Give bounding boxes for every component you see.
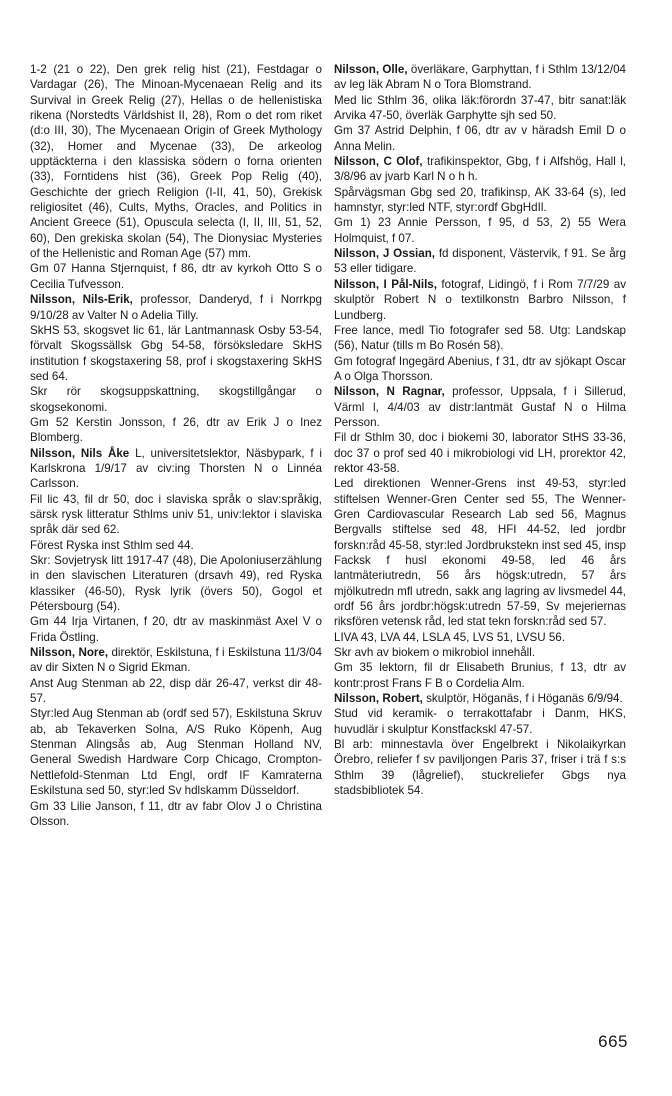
entry-text: Anst Aug Stenman ab 22, disp där 26-47, verkst dir 48-57. [30, 676, 322, 706]
entry-text: Gm 52 Kerstin Jonsson, f 26, dtr av Erik J o Inez Blomberg. [30, 415, 322, 445]
entry-text: Stud vid keramik- o terrakottafabr i Danm, HKS, huvudlär i skulptur Konstfackskl 47-57. [334, 707, 626, 736]
entry-text: 1-2 (21 o 22), Den grek relig hist (21), Festdagar o Vardagar (26), The Minoan-Mycenaean Relig and its Survival in Greek Relig (27), Hellas o de hellenistiska rikena (Norstedts Världshist II, 28), Rom o det rom riket (d:o III, 30), The Mycenaean Origin of Greek Mythology (32), Homer and Mycenae (33), De arkeolog upptäckterna i den klassiska södern o forna orienten (33), Forntidens hist (36), Greek Pop Relig (40), Geschichte der griech Religion (I-II, 41, 50), Grekisk religiositet (46), Cults, Myths, Oracles, and Politics in Ancient Greece (51), Opuscula selecta (I, II, III, 51, 52, 60), Den grekiska skolan (54), The Dionysiac Mysteries of the Hellenistic and Roman Age (57) mm. [30, 63, 322, 261]
entry-paragraph [334, 323, 626, 354]
entry-paragraph [334, 185, 626, 216]
entry-paragraph [30, 415, 322, 446]
entry-paragraph [334, 123, 626, 154]
entry-header-paragraph [334, 384, 626, 430]
person-name: Nilsson, Nils Åke [30, 446, 130, 460]
entry-paragraph [30, 323, 322, 384]
entry-text: skulptör, Höganäs, f i Höganäs 6/9/94. [422, 692, 623, 706]
entry-header-paragraph [334, 154, 626, 185]
entry-paragraph [334, 476, 626, 629]
entry-paragraph [334, 706, 626, 737]
entry-paragraph [334, 354, 626, 385]
entry-text: Gm 07 Hanna Stjernquist, f 86, dtr av kyrkoh Otto S o Cecilia Tufvesson. [30, 262, 322, 291]
entry-text: fd disponent, Västervik, f 91. Se årg 53 eller tidigare. [334, 247, 626, 276]
entry-text: Gm 44 Irja Virtanen, f 20, dtr av maskinmäst Axel V o Frida Östling. [30, 615, 322, 644]
entry-text: Gm fotograf Ingegärd Abenius, f 31, dtr av sjökapt Oscar A o Olga Thorsson. [334, 354, 626, 383]
entry-text: Skr avh av biokem o mikrobiol innehåll. [334, 646, 536, 660]
entry-text: L, universitetslektor, Näsbypark, f i Karlskrona 1/9/17 av civ:ing Thorsten N o Linnéa Carlsson. [30, 446, 322, 491]
entry-text: Gm 37 Astrid Delphin, f 06, dtr av v häradsh Emil D o Anna Melin. [334, 124, 626, 153]
entry-text: Förest Ryska inst Sthlm sed 44. [30, 538, 194, 552]
person-name: Nilsson, Robert, [334, 692, 423, 706]
entry-text: Med lic Sthlm 36, olika läk:förordn 37-47, bitr sanat:läk Arvika 47-50, överläk Garphytte sjh sed 50. [334, 93, 626, 123]
entry-paragraph [30, 676, 322, 707]
entry-header-paragraph [30, 292, 322, 323]
entry-paragraph [30, 614, 322, 645]
entry-paragraph [30, 261, 322, 292]
entry-paragraph [30, 706, 322, 798]
entry-text: LIVA 43, LVA 44, LSLA 45, LVS 51, LVSU 56. [334, 630, 565, 644]
left-column [30, 62, 322, 829]
entry-text: Fil dr Sthlm 30, doc i biokemi 30, laborator StHS 33-36, doc 37 o prof sed 40 i mikrobiologi vid LH, prorektor 42, rektor 43-58. [334, 431, 626, 475]
entry-text: Gm 33 Lilie Janson, f 11, dtr av fabr Olov J o Christina Olsson. [30, 799, 322, 828]
entry-paragraph [334, 630, 626, 645]
entry-header-paragraph [334, 691, 626, 706]
entry-text: fotograf, Lidingö, f i Rom 7/7/29 av skulptör Robert N o textilkonstn Barbro Nilsson, f Lundberg. [334, 277, 626, 322]
entry-text: Skr rör skogsuppskattning, skogstillgångar o skogsekonomi. [30, 385, 322, 414]
entry-paragraph [334, 430, 626, 476]
person-name: Nilsson, J Ossian, [334, 247, 436, 261]
entry-text: överläkare, Garphyttan, f i Sthlm 13/12/04 av leg läk Abram N o Tora Blomstrand. [334, 63, 626, 92]
entry-text: Skr: Sovjetrysk litt 1917-47 (48), Die Apoloniuserzählung in den slavischen Literaturen (drsavh 49), red Ryska klassiker (46-50), Rysk lyrik (övers 50), Gogol et Pétersbourg (54). [30, 554, 322, 614]
entry-paragraph [334, 660, 626, 691]
entry-header-paragraph [334, 246, 626, 277]
entry-text: Gm 1) 23 Annie Persson, f 95, d 53, 2) 55 Wera Holmquist, f 07. [334, 216, 626, 245]
entry-paragraph [30, 553, 322, 614]
entry-paragraph [334, 737, 626, 798]
entry-paragraph [334, 93, 626, 124]
entry-paragraph [30, 799, 322, 830]
entry-text: Gm 35 lektorn, fil dr Elisabeth Brunius, f 13, dtr av kontr:prost Frans F B o Cordelia Alm. [334, 661, 626, 690]
entry-text: Styr:led Aug Stenman ab (ordf sed 57), Eskilstuna Skruv ab, ab Tekaverken Solna, A/S Ruko Köpenh, Aug Stenman Alingsås ab, Aug Stenman Holland NV, General Swedish Hardware Corp Chicago, Crompton-Nettlefold-Stenman Ltd Engl, ordf IF Kamraterna Eskilstuna sed 50, styr:led Sv hdlskamm Düsseldorf. [30, 707, 322, 798]
entry-text: Fil lic 43, fil dr 50, doc i slaviska språk o slav:språkig, särsk rysk litteratur Sthlms univ 51, univ:lektor i slaviska språk där sed 62. [30, 492, 322, 537]
entry-text: SkHS 53, skogsvet lic 61, lär Lantmannask Osby 53-54, förvalt Skogssällsk Gbg 54-58, försöksledare SkHS institution f skogstaxering 58, prof i skogstaxering SkHS sed 64. [30, 323, 322, 383]
entry-paragraph [30, 384, 322, 415]
person-name: Nilsson, I Pål-Nils, [334, 277, 437, 291]
person-name: Nilsson, Olle, [334, 63, 408, 76]
person-name: Nilsson, C Olof, [334, 155, 423, 169]
entry-header-paragraph [30, 645, 322, 676]
entry-header-paragraph [334, 62, 626, 93]
entry-text: direktör, Eskilstuna, f i Eskilstuna 11/3/04 av dir Sixten N o Sigrid Ekman. [30, 646, 322, 675]
person-name: Nilsson, N Ragnar, [334, 385, 445, 399]
person-name: Nilsson, Nore, [30, 646, 109, 660]
entry-text: professor, Danderyd, f i Norrkpg 9/10/28 av Valter N o Adelia Tilly. [30, 293, 322, 322]
entry-text: Bl arb: minnestavla över Engelbrekt i Nikolaikyrkan Örebro, reliefer f sv paviljongen Paris 37, friser i trä f s:s Sthlm 39 (lågrelief), stuckreliefer Gbgs nya stadsbibliotek 54. [334, 738, 626, 798]
entry-text: trafikinspektor, Gbg, f i Alfshög, Hall l, 3/8/96 av jvarb Karl N o h h. [334, 155, 626, 184]
entry-text: Spårvägsman Gbg sed 20, trafikinsp, AK 33-64 (s), led hamnstyr, styr:led NTF, styr:ordf GbgHdIl. [334, 185, 626, 215]
entry-paragraph [30, 538, 322, 553]
entry-text: Led direktionen Wenner-Grens inst 49-53, styr:led stiftelsen Wenner-Gren Center sed 55, The Wenner-Gren Cardiovascular Research Lab sed 56, Magnus Bergvalls stiftelse sed 48, HFI 44-52, led jordbr forskn:råd 45-58, styr:led Jordbrukstekn inst sed 45, insp Facksk f husl ekonomi 49-58, led 46 års lantmäteriutredn, 56 års högsk:utredn, 57 års mjölkutredn mfl utredn, sakk ang lagring av livsmedel 44, ordf 56 års jordbr:högsk:utredn 57-59, Sv mejeriernas riksfören vetensk råd, led stat tekn forskn:råd sed 57. [334, 477, 626, 629]
entry-paragraph [334, 215, 626, 246]
entry-paragraph [30, 62, 322, 261]
entry-paragraph [30, 492, 322, 538]
page-number: 665 [598, 1032, 628, 1051]
person-name: Nilsson, Nils-Erik, [30, 293, 133, 307]
entry-paragraph [334, 645, 626, 660]
right-column [334, 62, 626, 799]
entry-header-paragraph [334, 277, 626, 323]
entry-text: Free lance, medl Tio fotografer sed 58. Utg: Landskap (56), Natur (tills m Bo Rosén 58). [334, 323, 626, 353]
entry-header-paragraph [30, 446, 322, 492]
entry-text: professor, Uppsala, f i Sillerud, Värml l, 4/4/03 av distr:lantmät Gustaf N o Hilma Persson. [334, 385, 626, 429]
